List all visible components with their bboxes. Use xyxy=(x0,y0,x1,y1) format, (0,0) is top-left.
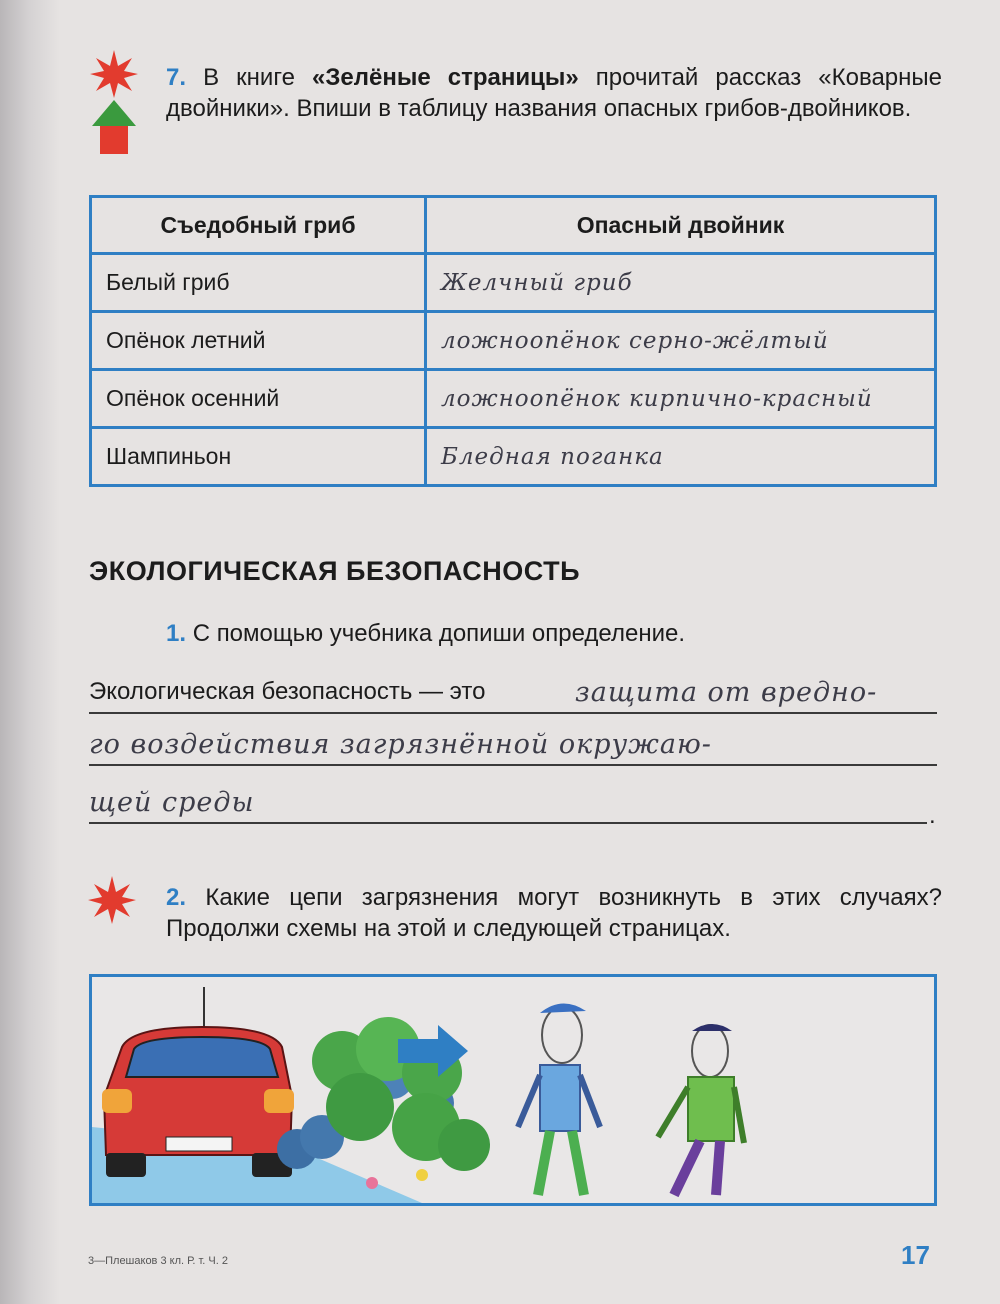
answer-line-1[interactable] xyxy=(89,664,937,714)
double-cell-handwritten[interactable]: ложноопёнок кирпично-красный xyxy=(426,370,936,428)
double-cell-handwritten[interactable]: Бледная поганка xyxy=(426,428,936,486)
header-double: Опасный двойник xyxy=(426,197,936,254)
task2-text: Какие цепи загрязнения могут возникнуть в этих случаях? Продолжи схемы на этой и следующей страницах. xyxy=(166,884,942,942)
answer-period: . xyxy=(929,802,936,829)
task2-instruction xyxy=(166,882,942,944)
scheme-illustration xyxy=(92,977,934,1203)
star-icon xyxy=(86,874,138,926)
table-row xyxy=(91,254,936,312)
task1-instruction xyxy=(166,620,685,648)
task7-text-after: прочитай рассказ «Коварные двойники». Впиши в таблицу названия опасных грибов-двойников. xyxy=(166,64,942,122)
section-title: ЭКОЛОГИЧЕСКАЯ БЕЗОПАСНОСТЬ xyxy=(89,556,580,586)
edible-cell: Опёнок летний xyxy=(91,312,426,370)
task1-number: 1. xyxy=(166,620,187,647)
edible-cell: Белый гриб xyxy=(91,254,426,312)
edible-cell: Опёнок осенний xyxy=(91,370,426,428)
task7-instruction xyxy=(166,62,942,124)
handwritten-answer-3: щей среды xyxy=(89,787,255,818)
mushroom-table xyxy=(89,195,937,487)
child-figure-green-icon xyxy=(658,1024,744,1195)
edible-cell: Шампиньон xyxy=(91,428,426,486)
table-header-row xyxy=(91,197,936,254)
task7-number: 7. xyxy=(166,64,187,91)
task7-text-before: В книге xyxy=(203,64,295,91)
star-icon xyxy=(88,48,140,100)
green-tree-icon xyxy=(92,100,136,156)
table-row xyxy=(91,312,936,370)
task2-number: 2. xyxy=(166,884,187,911)
page-fold-shadow xyxy=(0,0,60,1304)
table-row xyxy=(91,428,936,486)
footer-note: 3—Плешаков 3 кл. Р. т. Ч. 2 xyxy=(88,1255,228,1267)
answer-line-2[interactable] xyxy=(89,716,937,766)
header-edible: Съедобный гриб xyxy=(91,197,426,254)
page-number: 17 xyxy=(901,1240,930,1270)
table-row xyxy=(91,370,936,428)
double-cell-handwritten[interactable]: Желчный гриб xyxy=(426,254,936,312)
pollution-scheme-box xyxy=(89,974,937,1206)
child-figure-blue-icon xyxy=(518,1003,600,1195)
handwritten-answer-1: защита от вредно- xyxy=(575,677,878,708)
answer-line-3[interactable] xyxy=(89,774,927,824)
red-car-icon xyxy=(102,987,294,1177)
task7-book-title: «Зелёные страницы» xyxy=(312,64,579,91)
handwritten-answer-2: го воздействия загрязнённой окружаю- xyxy=(89,729,712,760)
definition-label: Экологическая безопасность — это xyxy=(89,678,486,705)
double-cell-handwritten[interactable]: ложноопёнок серно-жёлтый xyxy=(426,312,936,370)
task1-text: С помощью учебника допиши определение. xyxy=(192,620,686,647)
